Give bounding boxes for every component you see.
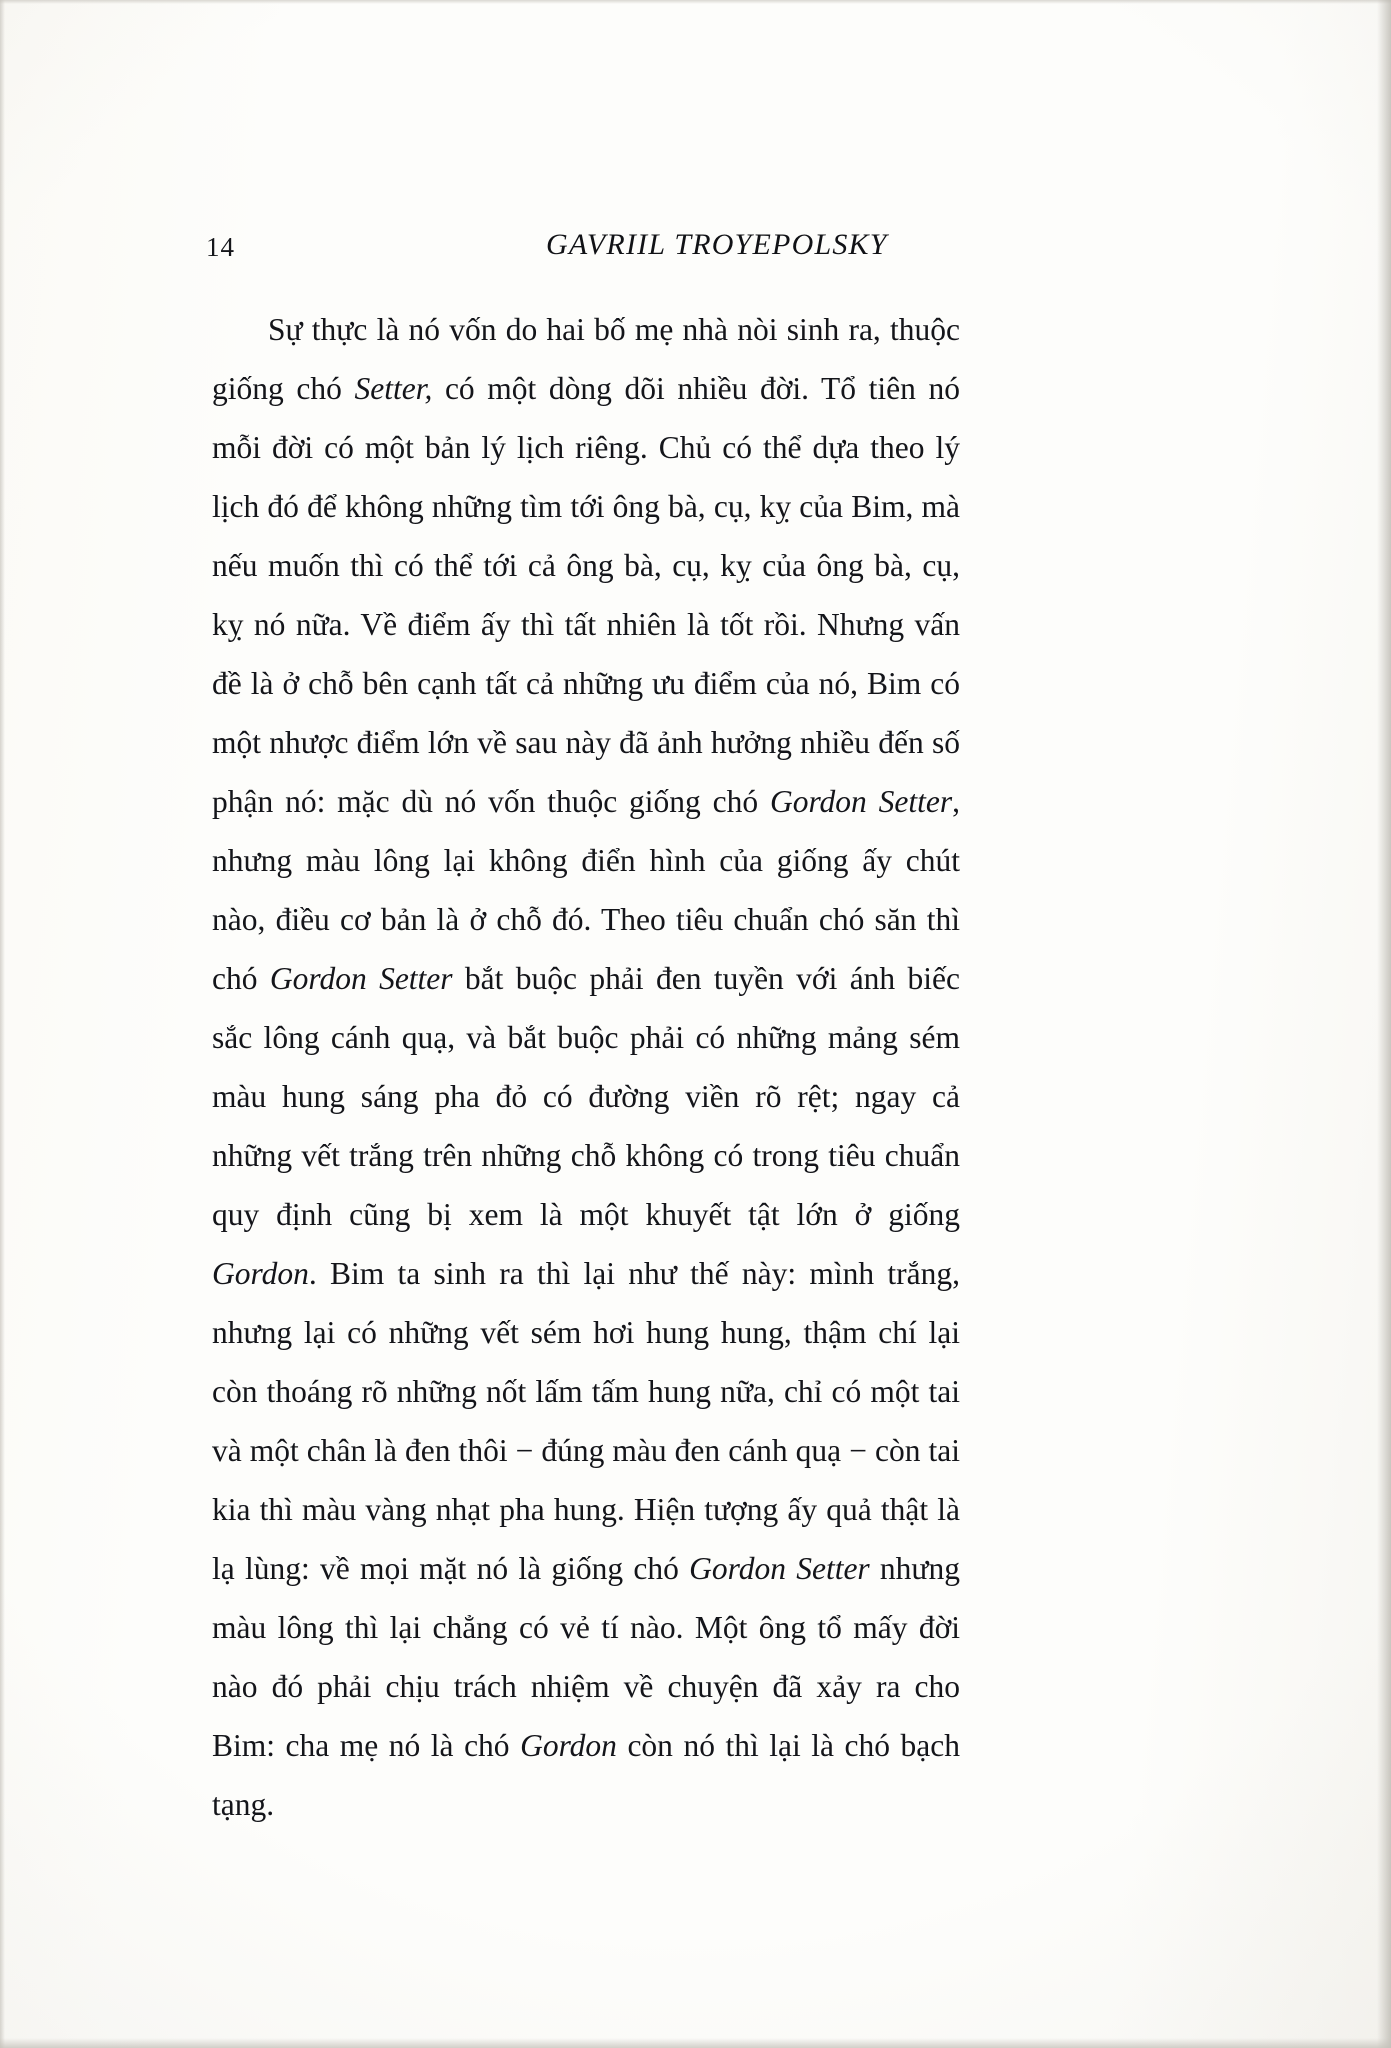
scan-edge-left [0,0,5,2048]
running-head-title: GAVRIIL TROYEPOLSKY [546,228,888,261]
text-run: nhưng màu lông thì lại chẳng có vẻ tí nào. Một ông tổ mấy đời nào đó phải chịu trách nhiệm về chuyện đã xảy ra cho Bim: cha mẹ nó là chó [212,1551,961,1763]
italic-breed-name: Gordon [212,1256,309,1291]
text-run: còn nó thì lại là chó bạch tạng. [212,1728,960,1822]
italic-breed-name: Gordon Setter [689,1551,870,1586]
italic-breed-name: Setter, [354,371,433,406]
body-text [212,300,960,1834]
text-run: . Bim ta sinh ra thì lại như thế này: mình trắng, nhưng lại có những vết sém hơi hung hung, thậm chí lại còn thoáng rõ những nốt lấm tấm hung nữa, chỉ có một tai và một chân là đen thôi − đúng màu đen cánh quạ − còn tai kia thì màu vàng nhạt pha hung. Hiện tượng ấy quả thật là lạ lùng: về mọi mặt nó là giống chó [212,1256,960,1586]
text-run: Sự thực là nó vốn do hai bố mẹ nhà nòi sinh ra, thuộc giống chó [212,312,960,406]
running-head [206,228,1181,270]
scan-edge-bottom [0,2038,1391,2048]
text-run: bắt buộc phải đen tuyền với ánh biếc sắc lông cánh quạ, và bắt buộc phải có những mảng sém màu hung sáng pha đỏ có đường viền rõ rệt; ngay cả những vết trắng trên những chỗ không có trong tiêu chuẩn quy định cũng bị xem là một khuyết tật lớn ở giống [212,961,961,1232]
text-run: , nhưng màu lông lại không điển hình của giống ấy chút nào, điều cơ bản là ở chỗ đó. Theo tiêu chuẩn chó săn thì chó [212,784,960,996]
scan-edge-right [1377,0,1391,2048]
paragraph [212,300,960,1834]
scan-edge-top [0,0,1391,4]
italic-breed-name: Gordon Setter [269,961,453,996]
italic-breed-name: Gordon Setter [769,784,953,819]
page-number: 14 [206,232,235,262]
text-run: có một dòng dõi nhiều đời. Tổ tiên nó mỗi đời có một bản lý lịch riêng. Chủ có thể dựa theo lý lịch đó để không những tìm tới ông bà, cụ, kỵ của Bim, mà nếu muốn thì có thể tới cả ông bà, cụ, kỵ của ông bà, cụ, kỵ nó nữa. Về điểm ấy thì tất nhiên là tốt rồi. Nhưng vấn đề là ở chỗ bên cạnh tất cả những ưu điểm của nó, Bim có một nhược điểm lớn về sau này đã ảnh hưởng nhiều đến số phận nó: mặc dù nó vốn thuộc giống chó [212,371,960,819]
italic-breed-name: Gordon [520,1728,617,1763]
